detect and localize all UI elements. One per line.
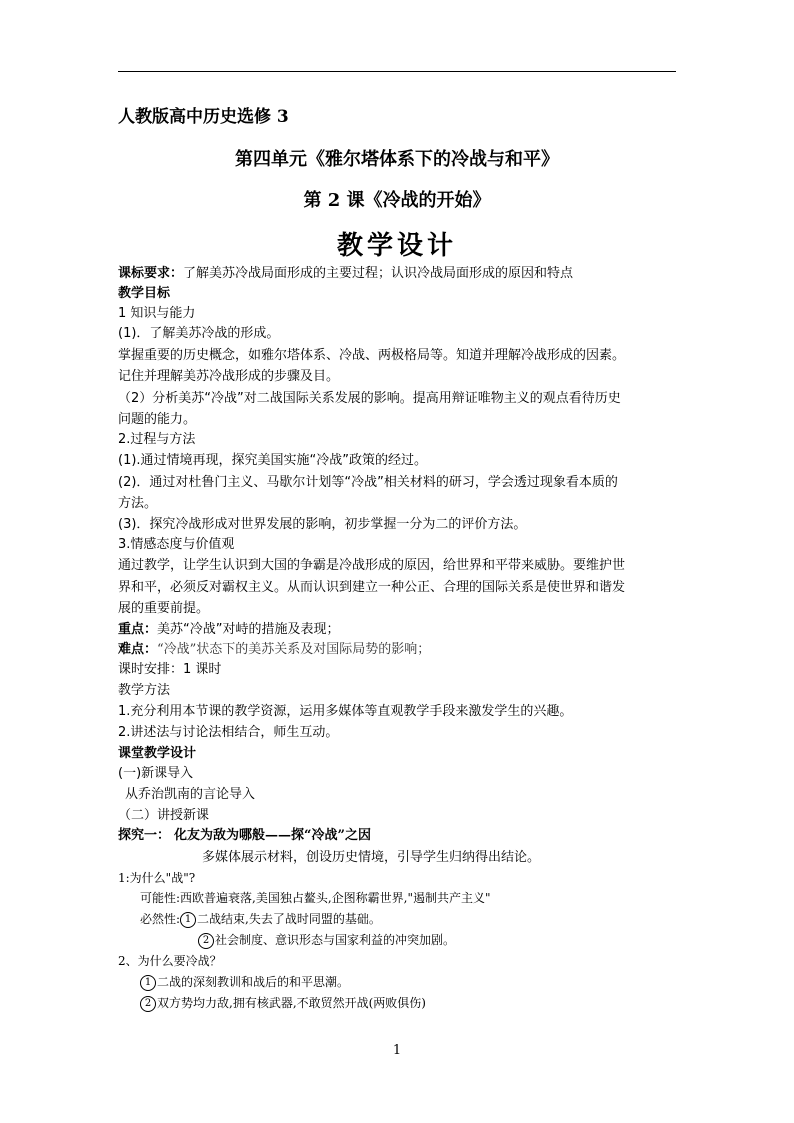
section-1-heading: (一)新课导入 [118,766,194,781]
process-heading: 2.过程与方法 [118,432,196,447]
question-1-possibility: 可能性:西欧普遍衰落,美国独占鳌头,企图称霸世界,"遏制共产主义" [140,891,491,905]
values-text-1: 通过教学，让学生认识到大国的争霸是冷战形成的原因，给世界和平带来威胁。要维护世 [118,558,626,573]
method-item-2: 2.讲述法与讨论法相结合，师生互动。 [118,725,339,740]
key-point-text: 美苏“冷战”对峙的措施及表现； [157,622,340,637]
document-title: 教学设计 [336,231,457,261]
exploration-1 [118,826,371,846]
design-heading: 课堂教学设计 [118,746,197,761]
necessity-item-1: 二战结束,失去了战时同盟的基础。 [197,912,381,926]
difficult-point [118,640,430,660]
key-point [118,620,340,640]
question-2-reason-1: 二战的深刻教训和战后的和平思潮。 [157,975,350,989]
process-item-1: (1).通过情境再现，探究美国实施“冷战”政策的经过。 [118,453,428,468]
question-1-necessity-2 [198,930,455,950]
unit-title: 第四单元《雅尔塔体系下的冷战与和平》 [235,149,559,170]
values-text-3: 展的重要前提。 [118,601,210,616]
question-1: 1:为什么"战"? [118,871,196,885]
class-hours: 课时安排：1 课时 [118,662,222,677]
necessity-item-2: 社会制度、意识形态与国家利益的冲突加剧。 [215,933,456,947]
standard-label: 课标要求： [118,266,184,281]
circled-number-1: 1 [140,975,156,991]
method-heading: 教学方法 [118,683,171,698]
section-2-heading: （二）讲授新课 [118,808,210,823]
knowledge-heading: 1 知识与能力 [118,306,196,321]
header-rule [118,71,676,72]
key-point-label: 重点： [118,622,158,637]
question-2-reason-2: 双方势均力敌,拥有核武器,不敢贸然开战(两败俱伤) [157,996,426,1010]
knowledge-item-4a: （2）分析美苏“冷战”对二战国际关系发展的影响。提高用辩证唯物主义的观点看待历史 [118,391,621,406]
circled-number-1: 1 [180,912,196,928]
page-number: 1 [392,1043,402,1058]
process-item-2a: (2)．通过对杜鲁门主义、马歇尔计划等“冷战”相关材料的研习，学会透过现象看本质的 [118,475,618,490]
exploration-title: 化友为敌为哪般——探“冷战”之因 [174,828,371,843]
knowledge-item-3: 记住并理解美苏冷战形成的步骤及目。 [118,369,340,384]
process-item-2b: 方法。 [118,496,158,511]
question-2: 2、为什么要冷战？ [118,954,222,968]
section-1-text: 从乔治凯南的言论导入 [125,787,256,802]
exploration-description: 多媒体展示材料，创设历史情境，引导学生归纳得出结论。 [202,850,541,865]
values-text-2: 界和平，必须反对霸权主义。从而认识到建立一种公正、合理的国际关系是使世界和谐发 [118,580,626,595]
question-2-item-1 [140,972,349,992]
knowledge-item-2: 掌握重要的历史概念，如雅尔塔体系、冷战、两极格局等。知道并理解冷战形成的因素。 [118,348,626,363]
knowledge-item-4b: 问题的能力。 [118,412,197,427]
exploration-label: 探究一： [118,828,171,843]
values-heading: 3.情感态度与价值观 [118,537,235,552]
question-1-necessity [140,909,381,929]
curriculum-standard [118,264,573,284]
question-2-item-2 [140,993,426,1013]
knowledge-item-1: (1)．了解美苏冷战的形成。 [118,326,280,341]
process-item-3: (3)．探究冷战形成对世界发展的影响，初步掌握一分为二的评价方法。 [118,517,527,532]
method-item-1: 1.充分利用本节课的教学资源，运用多媒体等直观教学手段来激发学生的兴趣。 [118,704,573,719]
goals-heading: 教学目标 [118,286,171,301]
lesson-title: 第 2 课《冷战的开始》 [303,190,491,211]
necessity-label: 必然性: [140,912,181,926]
difficult-point-label: 难点： [118,642,158,657]
publisher-line: 人教版高中历史选修 3 [118,107,289,127]
standard-text: 了解美苏冷战局面形成的主要过程；认识冷战局面形成的原因和特点 [183,266,574,281]
circled-number-2: 2 [140,996,156,1012]
difficult-point-text: “冷战”状态下的美苏关系及对国际局势的影响； [157,642,431,657]
circled-number-2: 2 [198,933,214,949]
